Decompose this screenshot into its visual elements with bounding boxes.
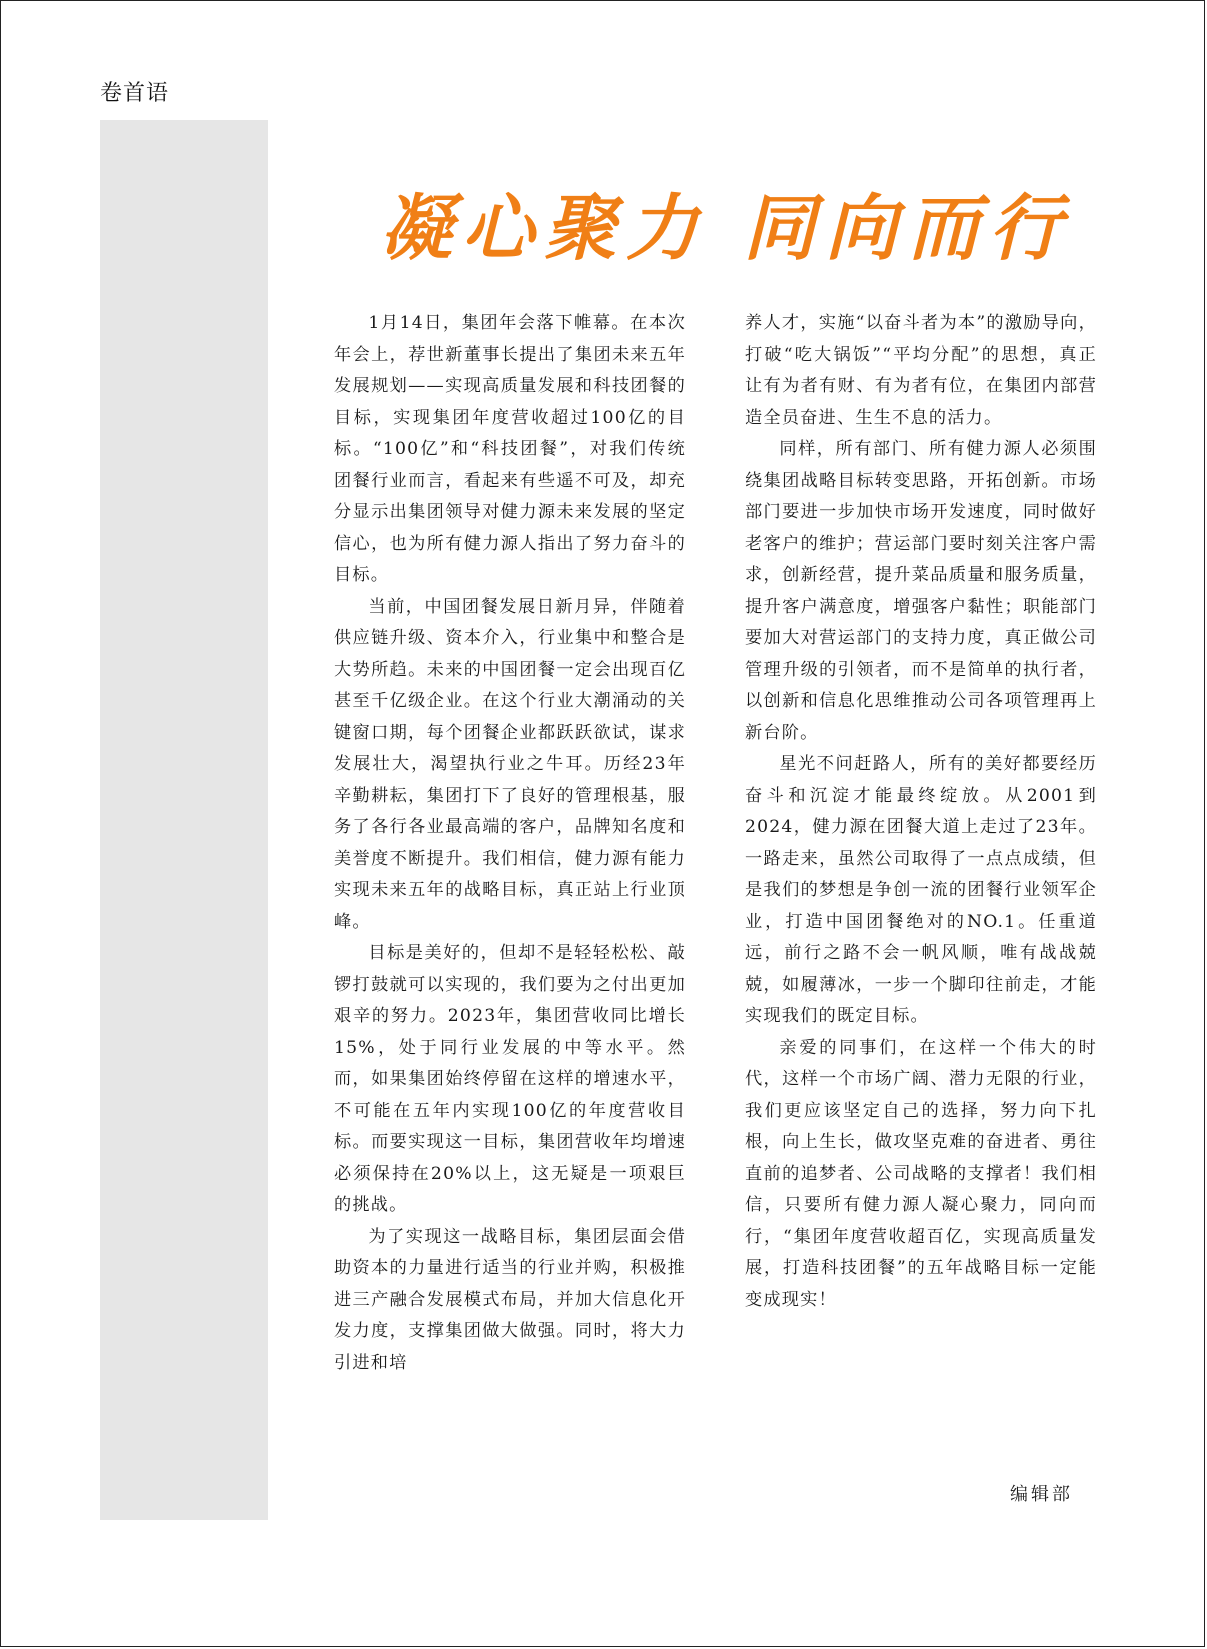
decorative-gray-sidebar bbox=[100, 120, 268, 1520]
paragraph-2: 当前，中国团餐发展日新月异，伴随着供应链升级、资本介入，行业集中和整合是大势所趋。未来的中国团餐一定会出现百亿甚至千亿级企业。在这个行业大潮涌动的关键窗口期，每个团餐企业都跃跃欲试，谋求发展壮大，渴望执行业之牛耳。历经23年辛勤耕耘，集团打下了良好的管理根基，服务了各行各业最高端的客户，品牌知名度和美誉度不断提升。我们相信，健力源有能力实现未来五年的战略目标，真正站上行业顶峰。 bbox=[334, 596, 686, 932]
paragraph-5: 同样，所有部门、所有健力源人必须围绕集团战略目标转变思路，开拓创新。市场部门要进一步加快市场开发速度，同时做好老客户的维护；营运部门要时刻关注客户需求，创新经营，提升菜品质量和服务质量，提升客户满意度，增强客户黏性；职能部门要加大对营运部门的支持力度，真正做公司管理升级的引领者，而不是简单的执行者，以创新和信息化思维推动公司各项管理再上新台阶。 bbox=[745, 439, 1097, 743]
author-signature: 编辑部 bbox=[1010, 1484, 1073, 1505]
paragraph-1: 1月14日，集团年会落下帷幕。在本次年会上，荐世新董事长提出了集团未来五年发展规划——实现高质量发展和科技团餐的目标，实现集团年度营收超过100亿的目标。“100亿”和“科技团餐”，对我们传统团餐行业而言，看起来有些遥不可及，却充分显示出集团领导对健力源未来发展的坚定信心，也为所有健力源人指出了努力奋斗的目标。 bbox=[334, 313, 686, 585]
article-title: 凝心聚力 同向而行 bbox=[380, 185, 1072, 270]
paragraph-7: 亲爱的同事们，在这样一个伟大的时代，这样一个市场广阔、潜力无限的行业，我们更应该坚定自己的选择，努力向下扎根，向上生长，做攻坚克难的奋进者、勇往直前的追梦者、公司战略的支撑者！我们相信，只要所有健力源人凝心聚力，同向而行，“集团年度营收超百亿，实现高质量发展，打造科技团餐”的五年战略目标一定能变成现实！ bbox=[745, 1037, 1097, 1310]
paragraph-4-continuation: 养人才，实施“以奋斗者为本”的激励导向，打破“吃大锅饭”“平均分配”的思想，真正让有为者有财、有为者有位，在集团内部营造全员奋进、生生不息的活力。 bbox=[745, 313, 1097, 428]
paragraph-6: 星光不问赶路人，所有的美好都要经历奋斗和沉淀才能最终绽放。从2001到2024，健力源在团餐大道上走过了23年。一路走来，虽然公司取得了一点点成绩，但是我们的梦想是争创一流的团餐行业领军企业，打造中国团餐绝对的NO.1。任重道远，前行之路不会一帆风顺，唯有战战兢兢，如履薄冰，一步一个脚印往前走，才能实现我们的既定目标。 bbox=[745, 754, 1097, 1026]
section-label: 卷首语 bbox=[100, 81, 170, 106]
article-column-right bbox=[745, 308, 1097, 1316]
article-column-left bbox=[334, 308, 686, 1379]
paragraph-3: 目标是美好的，但却不是轻轻松松、敲锣打鼓就可以实现的，我们要为之付出更加艰辛的努力。2023年，集团营收同比增长15%，处于同行业发展的中等水平。然而，如果集团始终停留在这样的增速水平，不可能在五年内实现100亿的年度营收目标。而要实现这一目标，集团营收年均增速必须保持在20%以上，这无疑是一项艰巨的挑战。 bbox=[334, 943, 686, 1215]
paragraph-4: 为了实现这一战略目标，集团层面会借助资本的力量进行适当的行业并购，积极推进三产融合发展模式布局，并加大信息化开发力度，支撑集团做大做强。同时，将大力引进和培 bbox=[334, 1226, 686, 1373]
